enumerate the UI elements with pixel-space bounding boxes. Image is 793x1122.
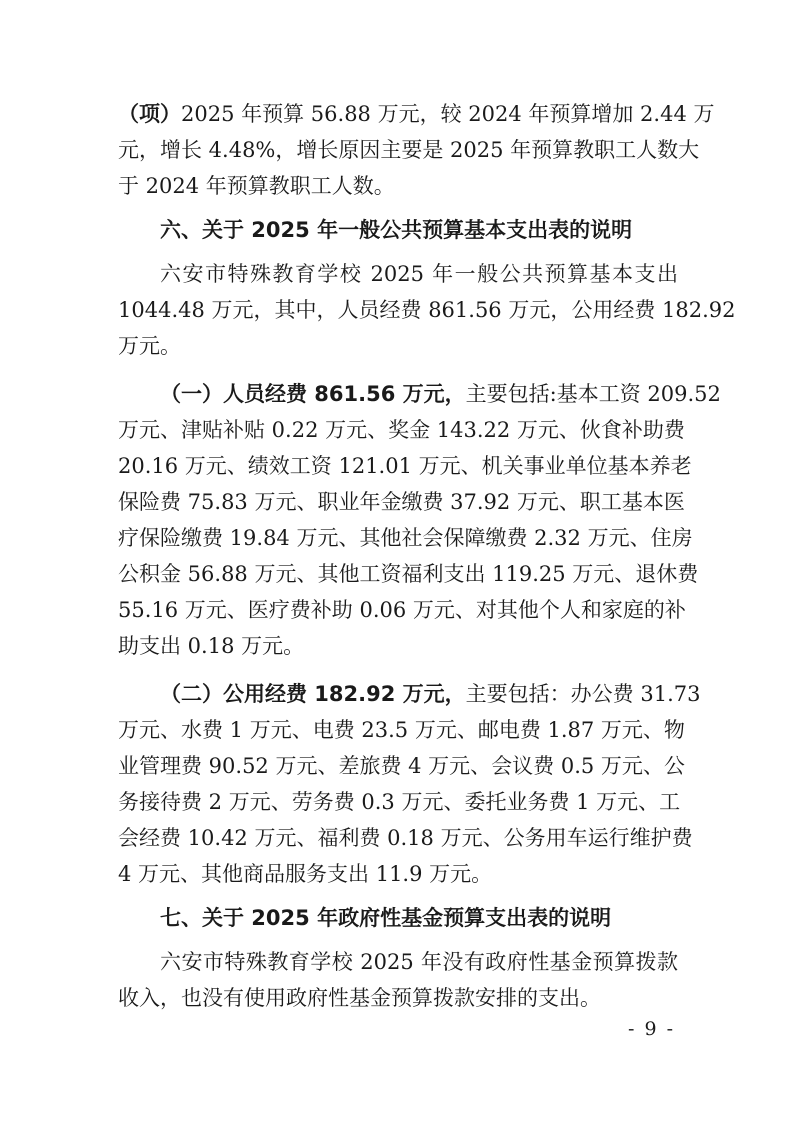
text-line: 保险费 75.83 万元、职业年金缴费 37.92 万元、职工基本医 (118, 490, 685, 514)
paragraph-basic-expenditure (118, 256, 736, 364)
text-line: 20.16 万元、绩效工资 121.01 万元、机关事业单位基本养老 (118, 454, 692, 478)
text-line: 公积金 56.88 万元、其他工资福利支出 119.25 万元、退休费 (118, 562, 699, 586)
text-line: 六安市特殊教育学校 2025 年一般公共预算基本支出 (160, 262, 678, 286)
subsection-label: （二）公用经费 182.92 万元， (160, 682, 466, 706)
text-line: 六安市特殊教育学校 2025 年没有政府性基金预算拨款 (160, 950, 678, 974)
text-line: 业管理费 90.52 万元、差旅费 4 万元、会议费 0.5 万元、公 (118, 754, 685, 778)
section-heading-6: 六、关于 2025 年一般公共预算基本支出表的说明 (160, 218, 633, 242)
text-line: 万元、水费 1 万元、电费 23.5 万元、邮电费 1.87 万元、物 (118, 718, 685, 742)
paragraph-project-budget (118, 96, 715, 204)
paragraph-government-fund (118, 944, 678, 1016)
text-line: 万元。 (118, 334, 181, 358)
document-body (118, 96, 736, 1016)
page-number: - 9 - (627, 1018, 675, 1040)
text-line: （项）2025 年预算 56.88 万元，较 2024 年预算增加 2.44 万 (118, 102, 715, 126)
text-line: 于 2024 年预算教职工人数。 (118, 174, 395, 198)
item-label: （项） (118, 102, 181, 126)
text-line: 疗保险缴费 19.84 万元、其他社会保障缴费 2.32 万元、住房 (118, 526, 693, 550)
text-line: 55.16 万元、医疗费补助 0.06 万元、对其他个人和家庭的补 (118, 598, 686, 622)
text-line: 收入，也没有使用政府性基金预算拨款安排的支出。 (118, 986, 601, 1010)
text-line: （一）人员经费 861.56 万元，主要包括:基本工资 209.52 (160, 382, 721, 406)
text-line: 1044.48 万元，其中，人员经费 861.56 万元，公用经费 182.92 (118, 298, 736, 322)
text-line: 会经费 10.42 万元、福利费 0.18 万元、公务用车运行维护费 (118, 826, 693, 850)
subsection-label: （一）人员经费 861.56 万元， (160, 382, 466, 406)
section-heading-7: 七、关于 2025 年政府性基金预算支出表的说明 (160, 906, 612, 930)
text-line: 万元、津贴补贴 0.22 万元、奖金 143.22 万元、伙食补助费 (118, 418, 685, 442)
paragraph-public-expenses (118, 676, 701, 892)
text-line: 4 万元、其他商品服务支出 11.9 万元。 (118, 862, 493, 886)
text-line: 助支出 0.18 万元。 (118, 634, 305, 658)
text-line: 务接待费 2 万元、劳务费 0.3 万元、委托业务费 1 万元、工 (118, 790, 681, 814)
paragraph-personnel-expenses (118, 376, 721, 664)
text-line: 元，增长 4.48%，增长原因主要是 2025 年预算教职工人数大 (118, 138, 700, 162)
text-line: （二）公用经费 182.92 万元，主要包括：办公费 31.73 (160, 682, 701, 706)
